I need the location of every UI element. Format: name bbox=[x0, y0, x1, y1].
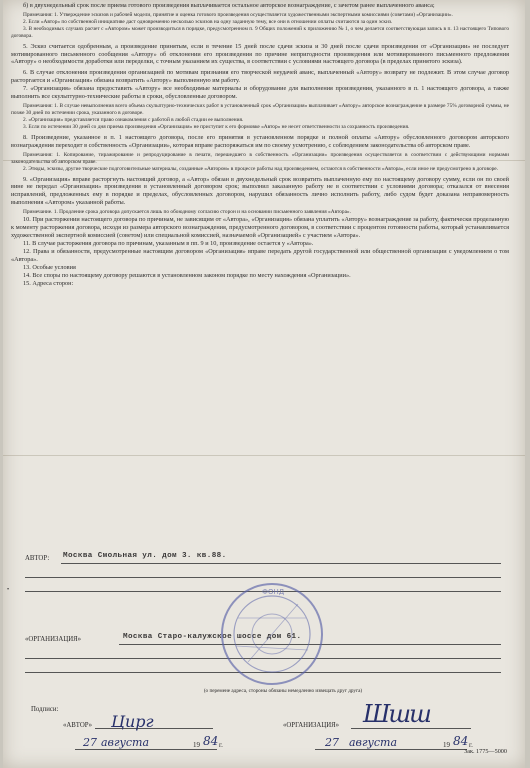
fold-line bbox=[3, 455, 525, 456]
author-date-line bbox=[75, 749, 217, 750]
author-date-year: 84 bbox=[203, 734, 219, 748]
margin-dot: • bbox=[7, 587, 10, 593]
note-7-1: Примечания: 1. В случае невыполнения всего объема скульптурно-технических работ в установленный срок «Организация» выплачивает «Автору» авторское вознаграждение в размере 75% договорной суммы, не позже 30 дней по истечении срока, указанного в договоре. bbox=[11, 103, 509, 117]
org-sign-line bbox=[351, 728, 471, 729]
document-page bbox=[3, 0, 525, 768]
org-date-year: 84 bbox=[453, 734, 469, 748]
clause-7: 7. «Организация» обязана предоставить «Автору» все необходимые материалы и оборудование для выполнения произведения, указанного в п. 1 настоящего договора, а также выполнить все скульптурно-технические работы в сроки, обусловленные договором. bbox=[11, 85, 509, 101]
clause-11: 11. В случае расторжения договора по причинам, указанным в пп. 9 и 10, произведение остается у «Автора». bbox=[23, 240, 314, 248]
author-date-year-prefix: 19 bbox=[193, 741, 200, 749]
blank-line bbox=[25, 577, 501, 578]
signatures-heading: Подписи: bbox=[31, 706, 59, 713]
stamp-word: ФОНД bbox=[262, 588, 285, 596]
clause-6: 6. В случае отклонения произведения организацией по мотивам признания его творческой неудачей аванс, выплаченный «Автору» возврату не подлежит. В этом случае договор расторгается и «Организация» обязана возвратить «Автору» выполненную им работу. bbox=[11, 69, 509, 85]
author-address-label: АВТОР: bbox=[25, 555, 50, 562]
clause-15: 15. Адреса сторон: bbox=[23, 279, 74, 287]
author-date-day: 27 bbox=[83, 736, 97, 749]
note-2: 2. Если «Автор» по собственной инициативе даст одновременно несколько эскизов на одну заданную тему, все они в отношении оплаты считаются за один эскиз. bbox=[23, 18, 393, 25]
org-address-label: «ОРГАНИЗАЦИЯ» bbox=[25, 636, 82, 643]
org-date-line bbox=[315, 749, 467, 750]
note-8-2: 2. Этюды, эскизы, другие творческие подготовительные материалы, созданные «Автором» в процессе работы над произведением, остаются в собственности «Автора», если иное не предусмотрено в договоре. bbox=[23, 165, 499, 172]
address-change-note: (о перемене адреса, стороны обязаны немедленно извещать друг друга) bbox=[203, 688, 363, 694]
org-sign-label: «ОРГАНИЗАЦИЯ» bbox=[283, 722, 340, 729]
author-signature: Цирг bbox=[111, 712, 154, 731]
org-address: Москва Старо-калужское шоссе дом 61. bbox=[123, 633, 302, 641]
note-8-1: Примечания: 1. Копирование, тиражирование и репродуцирование в печати, перешедшего в собственность «Организации» произведения осуществляется в соответствии с действующими нормами законодательства об авторском праве. bbox=[11, 151, 509, 165]
clause-14: 14. Все споры по настоящему договору решаются в установленном законом порядке по месту нахождения «Организации». bbox=[23, 271, 351, 279]
author-address-line bbox=[61, 563, 501, 564]
author-sign-label: «АВТОР» bbox=[63, 722, 93, 729]
clause-5: 5. Эскиз считается одобренным, а произведение принятым, если в течение 15 дней после сдачи эскиза и 30 дней после сдачи произведения от «Организации» не последует мотивированного письменного сообщения «Автору» об отклонении его произведения по причине непригодности произведения или мотивированного письменного предложения «Автору» о необходимости доработки или переделки, с точным указанием их существа, в соответствии с условиями настоящего договора (в пределах принятого эскиза). bbox=[11, 42, 509, 66]
note-7-2: 2. «Организация» представляется право ознакомления с работой в любой стадии ее выполнения. bbox=[23, 117, 244, 124]
author-date-year-suffix: г. bbox=[219, 741, 223, 749]
org-date-day: 27 bbox=[325, 736, 339, 749]
clause-4b: б) в двухнедельный срок после приема готового произведения выплачивается остальное авторское вознаграждение, с зачетом ранее выплаченного аванса; bbox=[23, 2, 435, 9]
clause-10: 10. При расторжении настоящего договора по причинам, не зависящим от «Автора», «Организация» обязана уплатить «Автору» вознаграждение за работу, фактически проделанную к моменту расторжения договора, исходя из размера авторского вознаграждения, предусмотренного договором, в соответствии с процентом готовности работы, который устанавливается художественной экспертной комиссией (советом) или специальной комиссией, назначаемой «Организацией» с участием «Автора». bbox=[11, 216, 509, 240]
clause-13: 13. Особые условия bbox=[23, 263, 76, 271]
clause-12: 12. Права и обязанности, предусмотренные настоящим договором «Организация» вправе передать другой государственной или общественной организации с уведомлением о том «Автора». bbox=[11, 248, 509, 263]
org-date-month: августа bbox=[349, 736, 398, 749]
contract-body bbox=[11, 2, 509, 288]
org-date-year-suffix: г. bbox=[469, 741, 473, 749]
author-address: Москва Смольная ул. дом 3. кв.88. bbox=[63, 552, 227, 560]
note-9: Примечание. 1. Продление срока договора допускается лишь по обоюдному согласию сторон и на основании письменного заявления «Автора». bbox=[23, 209, 351, 216]
author-date-month: августа bbox=[101, 736, 150, 749]
clause-9: 9. «Организация» вправе расторгнуть настоящий договор, а «Автор» обязан в двухнедельный срок возвратить выплаченную ему по настоящему договору сумму, если он по своей вине не передал «Организации» произведения в установленный договором срок; выполнил заказанную работу не в соответствии с условиями договора; отказался от внесения исправлений, предложенных ему в порядке и пределах, обусловленных договором, нарушил обязанность лично исполнить работу, либо судом будет доказана неправомерность выполнения «Автором» указанной работы. bbox=[11, 175, 509, 207]
note-1: Примечания: 1. Утверждение эскизов и рабочей модели, принятие и оценка готового произведения осуществляется художественными экспертными комиссиями (советами) «Организации». bbox=[23, 11, 453, 18]
round-seal-stamp bbox=[218, 580, 326, 688]
note-7-3: 3. Если по истечении 30 дней со дня приема произведения «Организация» не приступит к его формовке «Автор» не несет ответственности за сохранность произведения. bbox=[23, 123, 410, 130]
print-order-number: Зак. 1775—5000 bbox=[464, 748, 507, 755]
org-signature: Шшш bbox=[363, 700, 430, 728]
org-date-year-prefix: 19 bbox=[443, 741, 450, 749]
clause-8: 8. Произведение, указанное в п. 1 настоящего договора, после его принятия в установленном порядке и полной оплаты «Автору» обусловленного договором авторского вознаграждения переходит в собственность «Организации», которая вправе распоряжаться им по своему усмотрению, с соблюдением законодательства об авторском праве. bbox=[11, 133, 509, 149]
org-date bbox=[315, 734, 480, 752]
note-3: 3. В необходимых случаях расчет с «Автором» может производиться в порядке, предусмотренном п. 9 Общих положений к приложению № 1, о чем делается соответствующая запись в п. 13 настоящего Типового договора. bbox=[11, 25, 509, 39]
author-date bbox=[75, 734, 225, 752]
